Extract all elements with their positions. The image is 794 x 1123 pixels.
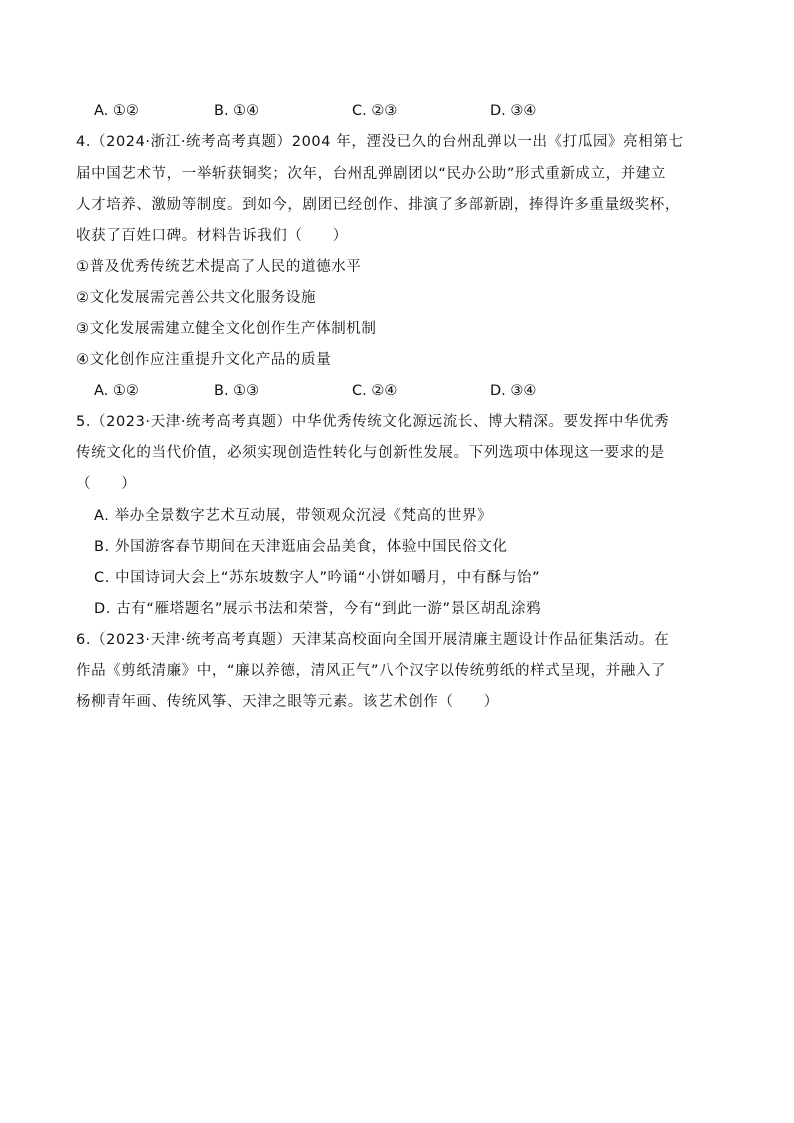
q4-stem-line-3: 人才培养、激励等制度。到如今，剧团已经创作、排演了多部新剧，捧得许多重量级奖杯，	[76, 197, 680, 213]
q6-stem-line-2: 作品《剪纸清廉》中，“廉以养德，清风正气”八个汉字以传统剪纸的样式呈现，并融入了	[76, 663, 667, 679]
q4-statement-1: ①普及优秀传统艺术提高了人民的道德水平	[76, 259, 362, 275]
q5-stem-line-2: 传统文化的当代价值，必须实现创造性转化与创新性发展。下列选项中体现这一要求的是	[76, 445, 665, 461]
q4-statement-3: ③文化发展需建立健全文化创作生产体制机制	[76, 321, 377, 337]
q4-option-a: A. ①②	[94, 383, 139, 399]
q6-stem-line-3: 杨柳青年画、传统风筝、天津之眼等元素。该艺术创作（ ）	[76, 694, 499, 710]
q4-option-c: C. ②④	[352, 383, 398, 399]
q4-statement-2: ②文化发展需完善公共文化服务设施	[76, 290, 317, 306]
q5-stem-line-1: 5.（2023·天津·统考高考真题）中华优秀传统文化源远流长、博大精深。要发挥中华优秀	[76, 414, 670, 430]
q4-option-d: D. ③④	[490, 383, 537, 399]
q4-statement-4: ④文化创作应注重提升文化产品的质量	[76, 352, 332, 368]
q4-stem-line-2: 届中国艺术节，一举斩获铜奖；次年，台州乱弹剧团以“民办公助”形式重新成立，并建立	[76, 166, 667, 182]
q5-stem-line-3: （ ）	[76, 476, 137, 492]
q5-option-c: C. 中国诗词大会上“苏东坡数字人”吟诵“小饼如嚼月，中有酥与饴”	[94, 570, 541, 586]
q4-option-b: B. ①③	[214, 383, 260, 399]
q3-option-c: C. ②③	[352, 103, 398, 119]
q3-option-a: A. ①②	[94, 103, 139, 119]
q6-stem-line-1: 6.（2023·天津·统考高考真题）天津某高校面向全国开展清廉主题设计作品征集活动。在	[76, 632, 670, 648]
q3-option-d: D. ③④	[490, 103, 537, 119]
q4-stem-line-4: 收获了百姓口碑。材料告诉我们（ ）	[76, 228, 348, 244]
q5-option-d: D. 古有“雁塔题名”展示书法和荣誉，今有“到此一游”景区胡乱涂鸦	[94, 601, 542, 617]
q5-option-b: B. 外国游客春节期间在天津逛庙会品美食，体验中国民俗文化	[94, 539, 508, 555]
q4-stem-line-1: 4.（2024·浙江·统考高考真题）2004 年，湮没已久的台州乱弹以一出《打瓜园》亮相第七	[76, 134, 684, 150]
q5-option-a: A. 举办全景数字艺术互动展，带领观众沉浸《梵高的世界》	[94, 508, 493, 524]
q3-option-b: B. ①④	[214, 103, 260, 119]
